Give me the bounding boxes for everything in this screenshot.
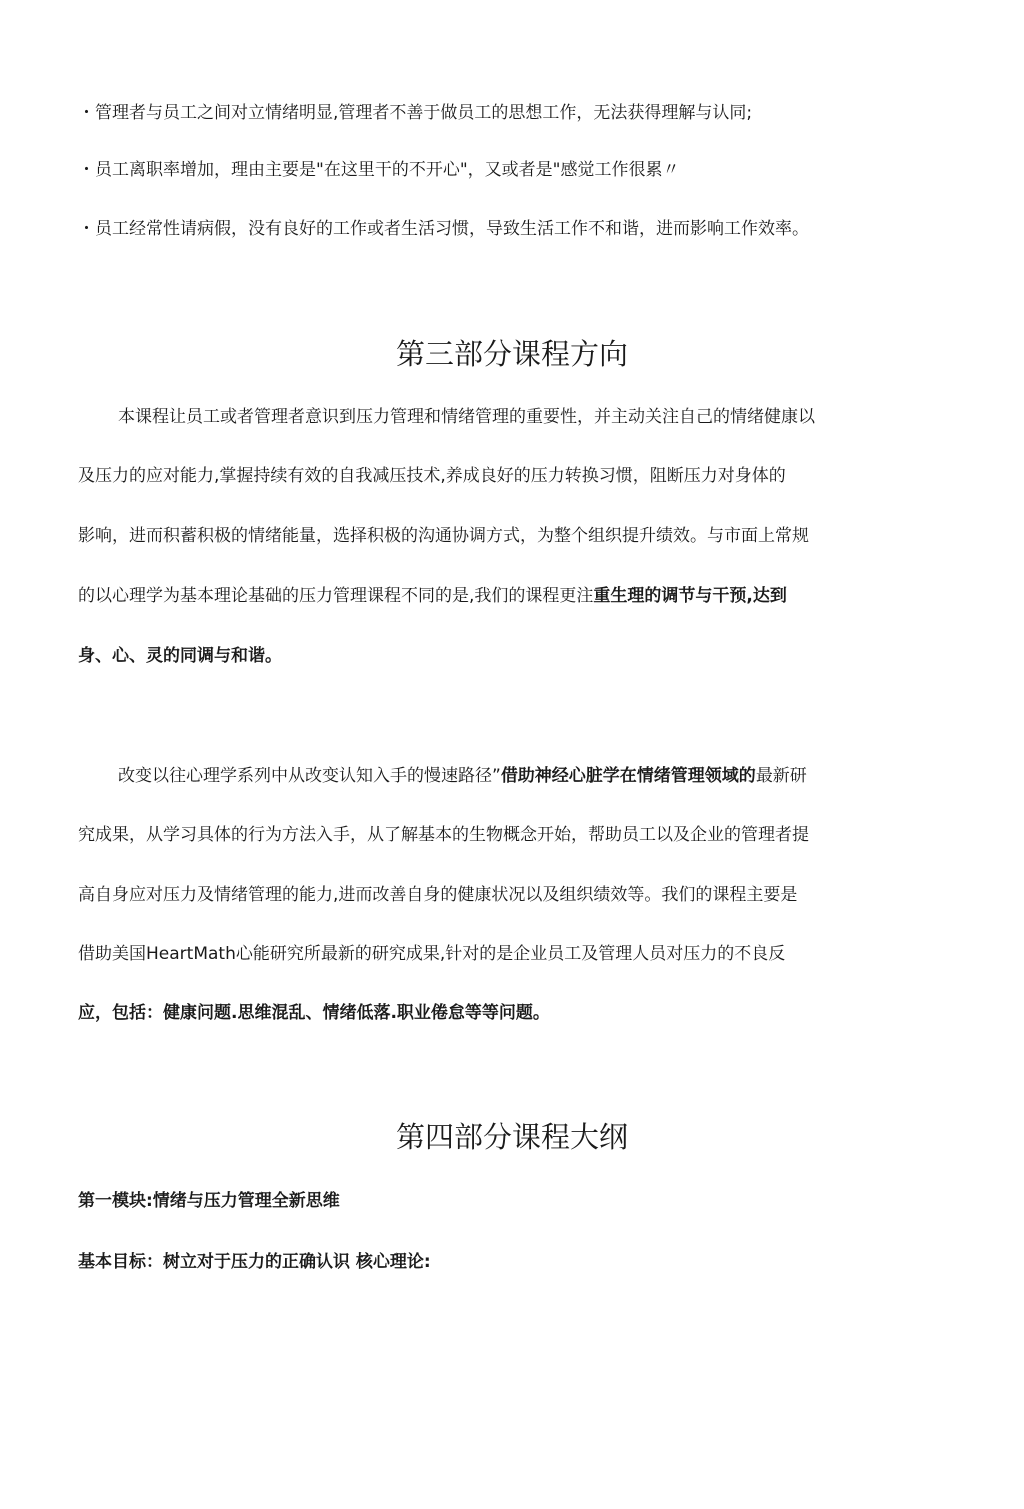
paragraph-line-emphasis: 应，包括：健康问题.思维混乱、情绪低落.职业倦怠等等问题。 xyxy=(78,1003,550,1023)
module-title: 第一模块:情绪与压力管理全新思维 xyxy=(78,1191,340,1211)
section-heading: 第四部分课程大纲 xyxy=(395,1120,628,1154)
paragraph-line xyxy=(118,765,807,787)
paragraph-line: 高自身应对压力及情绪管理的能力,进而改善自身的健康状况以及组织绩效等。我们的课程主要是 xyxy=(78,885,798,905)
paragraph-line xyxy=(78,585,787,607)
emphasis-text: 借助神经心脏学在情绪管理领域的 xyxy=(500,766,756,786)
paragraph-line-emphasis: 身、心、灵的同调与和谐。 xyxy=(78,646,282,666)
emphasis-text: 重生理的调节与干预,达到 xyxy=(593,586,787,606)
paragraph-text: 改变以往心理学系列中从改变认知入手的慢速路径” xyxy=(118,766,501,786)
module-goal: 基本目标：树立对于压力的正确认识 核心理论: xyxy=(78,1252,431,1272)
paragraph-line: 影响，进而积蓄积极的情绪能量，选择积极的沟通协调方式，为整个组织提升绩效。与市面上常规 xyxy=(78,526,809,546)
bullet-item: ・管理者与员工之间对立情绪明显,管理者不善于做员工的思想工作，无法获得理解与认同; xyxy=(78,103,753,123)
paragraph-line: 本课程让员工或者管理者意识到压力管理和情绪管理的重要性，并主动关注自己的情绪健康以 xyxy=(118,407,815,427)
paragraph-text: 最新研 xyxy=(755,766,807,786)
bullet-item: ・员工经常性请病假，没有良好的工作或者生活习惯，导致生活工作不和谐，进而影响工作效率。 xyxy=(78,219,809,239)
paragraph-line: 究成果，从学习具体的行为方法入手，从了解基本的生物概念开始，帮助员工以及企业的管理者提 xyxy=(78,825,809,845)
paragraph-line: 及压力的应对能力,掌握持续有效的自我减压技术,养成良好的压力转换习惯，阻断压力对身体的 xyxy=(78,466,786,486)
paragraph-line: 借助美国HeartMath心能研究所最新的研究成果,针对的是企业员工及管理人员对压力的不良反 xyxy=(78,944,786,964)
section-heading: 第三部分课程方向 xyxy=(395,337,628,371)
paragraph-text: 的以心理学为基本理论基础的压力管理课程不同的是,我们的课程更注 xyxy=(78,586,594,606)
bullet-item: ・员工离职率增加，理由主要是"在这里干的不开心"，又或者是"感觉工作很累〃 xyxy=(78,160,680,180)
